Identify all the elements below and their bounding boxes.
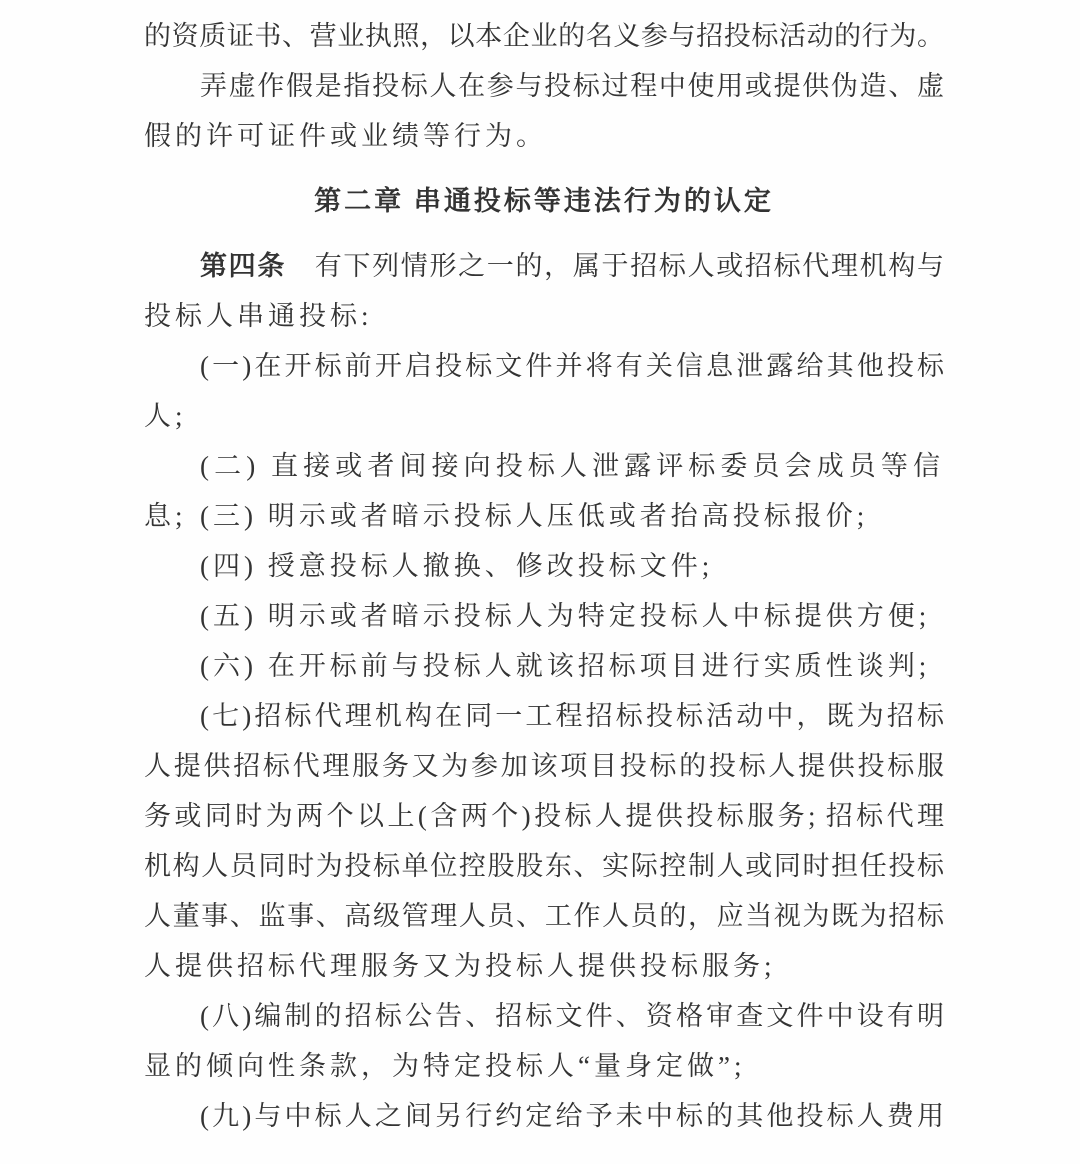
- text-line: (四) 授意投标人撤换、修改投标文件;: [200, 551, 714, 581]
- text-line: 务或同时为两个以上(含两个)投标人提供投标服务; 招标代理: [144, 801, 944, 831]
- text-line: 假的许可证件或业绩等行为。: [144, 121, 547, 151]
- text-line: 人;: [144, 401, 187, 431]
- text-line: 弄虚作假是指投标人在参与投标过程中使用或提供伪造、虚: [200, 71, 944, 101]
- text-line: (七)招标代理机构在同一工程招标投标活动中，既为招标: [200, 701, 944, 731]
- chapter-heading: 第二章 串通投标等违法行为的认定: [314, 186, 774, 216]
- text-line: (八)编制的招标公告、招标文件、资格审查文件中设有明: [200, 1001, 944, 1031]
- text-line: 显的倾向性条款，为特定投标人“量身定做”;: [144, 1051, 746, 1081]
- article-number: 第四条: [200, 251, 287, 281]
- text-line: 人董事、监事、高级管理人员、工作人员的，应当视为既为招标: [144, 901, 944, 931]
- text-line: 投标人串通投标:: [144, 301, 373, 331]
- text-line: (一)在开标前开启投标文件并将有关信息泄露给其他投标: [200, 351, 944, 381]
- document-text-column: [144, 11, 944, 1141]
- text-line: [144, 241, 944, 291]
- text-line: (六) 在开标前与投标人就该招标项目进行实质性谈判;: [200, 651, 931, 681]
- text-line: 机构人员同时为投标单位控股股东、实际控制人或同时担任投标: [144, 851, 944, 881]
- text-line: (三) 明示或者暗示投标人压低或者抬高投标报价;: [200, 501, 869, 531]
- text-line: 的资质证书、营业执照，以本企业的名义参与招投标活动的行为。: [144, 21, 944, 51]
- text-line: (九)与中标人之间另行约定给予未中标的其他投标人费用: [200, 1101, 944, 1131]
- text-line: (二) 直接或者间接向投标人泄露评标委员会成员等信息;: [144, 451, 944, 531]
- line-text: 有下列情形之一的，属于招标人或招标代理机构与: [286, 251, 945, 281]
- text-line: 人提供招标代理服务又为参加该项目投标的投标人提供投标服: [144, 751, 944, 781]
- text-line: 人提供招标代理服务又为投标人提供投标服务;: [144, 951, 776, 981]
- text-line: (五) 明示或者暗示投标人为特定投标人中标提供方便;: [200, 601, 931, 631]
